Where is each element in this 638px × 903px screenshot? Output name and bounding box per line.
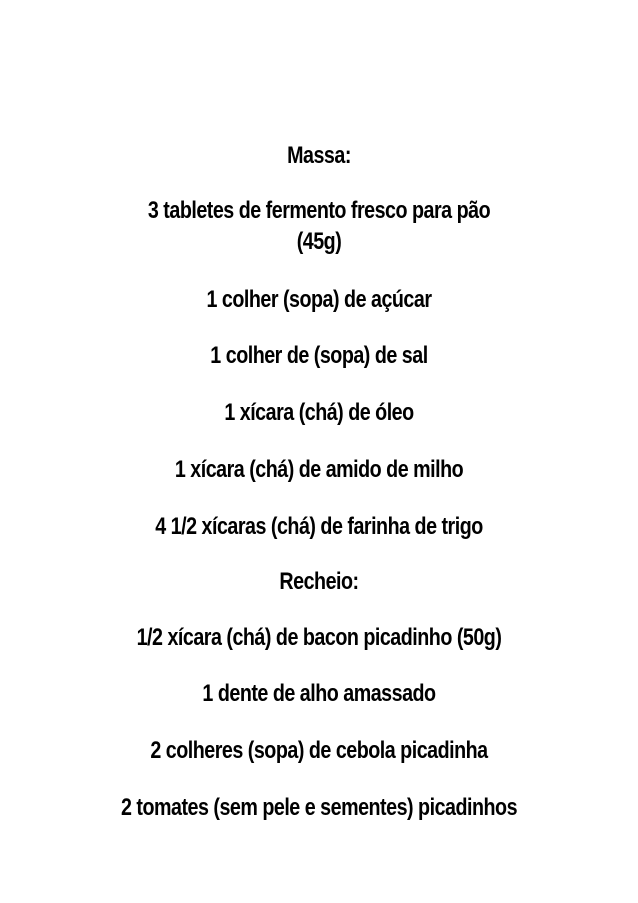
- massa-item-flour: 4 1/2 xícaras (chá) de farinha de trigo: [155, 513, 483, 540]
- massa-item-yeast: 3 tabletes de fermento fresco para pão: [147, 197, 491, 224]
- recheio-item-tomatoes: 2 tomates (sem pele e sementes) picadinhos: [120, 794, 518, 821]
- heading-massa: Massa:: [287, 142, 351, 169]
- massa-item-sugar: 1 colher (sopa) de açúcar: [206, 286, 432, 313]
- heading-recheio: Recheio:: [279, 568, 359, 595]
- massa-item-yeast-weight: (45g): [296, 228, 342, 255]
- recheio-item-bacon: 1/2 xícara (chá) de bacon picadinho (50g): [136, 624, 502, 651]
- recheio-item-onion: 2 colheres (sopa) de cebola picadinha: [150, 737, 488, 764]
- massa-item-cornstarch: 1 xícara (chá) de amido de milho: [174, 456, 464, 483]
- recheio-item-garlic: 1 dente de alho amassado: [202, 680, 436, 707]
- massa-item-oil: 1 xícara (chá) de óleo: [224, 399, 414, 426]
- massa-item-salt: 1 colher de (sopa) de sal: [210, 342, 428, 369]
